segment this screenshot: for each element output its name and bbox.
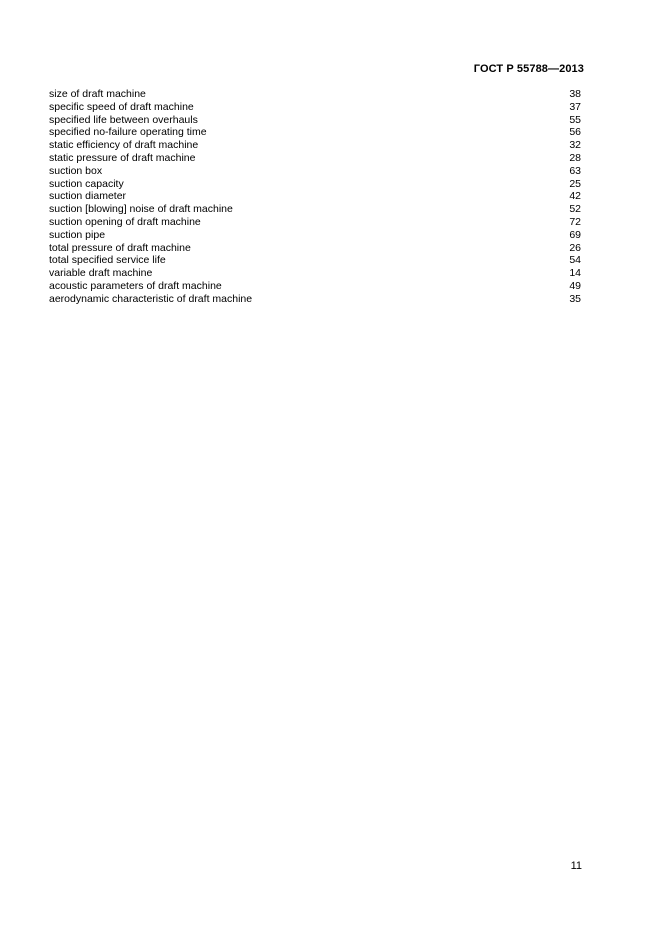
index-term: suction diameter bbox=[49, 190, 127, 203]
index-ref-number: 37 bbox=[569, 100, 581, 113]
index-entry bbox=[49, 229, 581, 242]
index-term: suction [blowing] noise of draft machine bbox=[49, 203, 233, 216]
index-entry bbox=[49, 242, 581, 255]
index-entry bbox=[49, 101, 581, 114]
index-term: static efficiency of draft machine bbox=[49, 139, 199, 152]
index-ref-number: 49 bbox=[569, 279, 581, 292]
index-ref-number: 28 bbox=[569, 151, 581, 164]
index-term: total pressure of draft machine bbox=[49, 241, 191, 254]
index-ref-number: 55 bbox=[569, 113, 581, 126]
index-ref-number: 38 bbox=[569, 88, 581, 100]
page-number: 11 bbox=[570, 860, 582, 872]
index-term: total specified service life bbox=[49, 254, 166, 267]
index-entry bbox=[49, 267, 581, 280]
index-entry bbox=[49, 203, 581, 216]
index-ref-number: 72 bbox=[569, 215, 581, 228]
index-entry bbox=[49, 88, 581, 101]
index-entry bbox=[49, 216, 581, 229]
index-term: specified no-failure operating time bbox=[49, 126, 207, 139]
index-entry bbox=[49, 280, 581, 293]
index-ref-number: 26 bbox=[569, 241, 581, 254]
index-entry bbox=[49, 139, 581, 152]
index-ref-number: 25 bbox=[569, 177, 581, 190]
index-ref-number: 54 bbox=[569, 254, 581, 267]
term-index-list bbox=[49, 88, 581, 306]
index-ref-number: 42 bbox=[569, 190, 581, 203]
index-term: specified life between overhauls bbox=[49, 113, 198, 126]
index-entry bbox=[49, 190, 581, 203]
index-entry bbox=[49, 152, 581, 165]
index-term: suction opening of draft machine bbox=[49, 215, 201, 228]
index-term: aerodynamic characteristic of draft machine bbox=[49, 292, 253, 305]
index-term: size of draft machine bbox=[49, 88, 146, 100]
index-term: variable draft machine bbox=[49, 267, 153, 280]
index-entry bbox=[49, 165, 581, 178]
index-ref-number: 69 bbox=[569, 228, 581, 241]
standard-code-header: ГОСТ Р 55788—2013 bbox=[473, 63, 584, 75]
index-entry bbox=[49, 254, 581, 267]
index-term: suction box bbox=[49, 164, 103, 177]
index-entry bbox=[49, 293, 581, 306]
index-term: suction pipe bbox=[49, 228, 106, 241]
index-term: acoustic parameters of draft machine bbox=[49, 279, 222, 292]
index-ref-number: 14 bbox=[569, 267, 581, 280]
index-term: suction capacity bbox=[49, 177, 124, 190]
index-ref-number: 32 bbox=[569, 139, 581, 152]
index-term: static pressure of draft machine bbox=[49, 151, 196, 164]
index-entry bbox=[49, 178, 581, 191]
index-ref-number: 56 bbox=[569, 126, 581, 139]
index-ref-number: 52 bbox=[569, 203, 581, 216]
index-entry bbox=[49, 114, 581, 127]
index-term: specific speed of draft machine bbox=[49, 100, 194, 113]
index-entry bbox=[49, 126, 581, 139]
index-ref-number: 63 bbox=[569, 164, 581, 177]
index-ref-number: 35 bbox=[569, 292, 581, 305]
